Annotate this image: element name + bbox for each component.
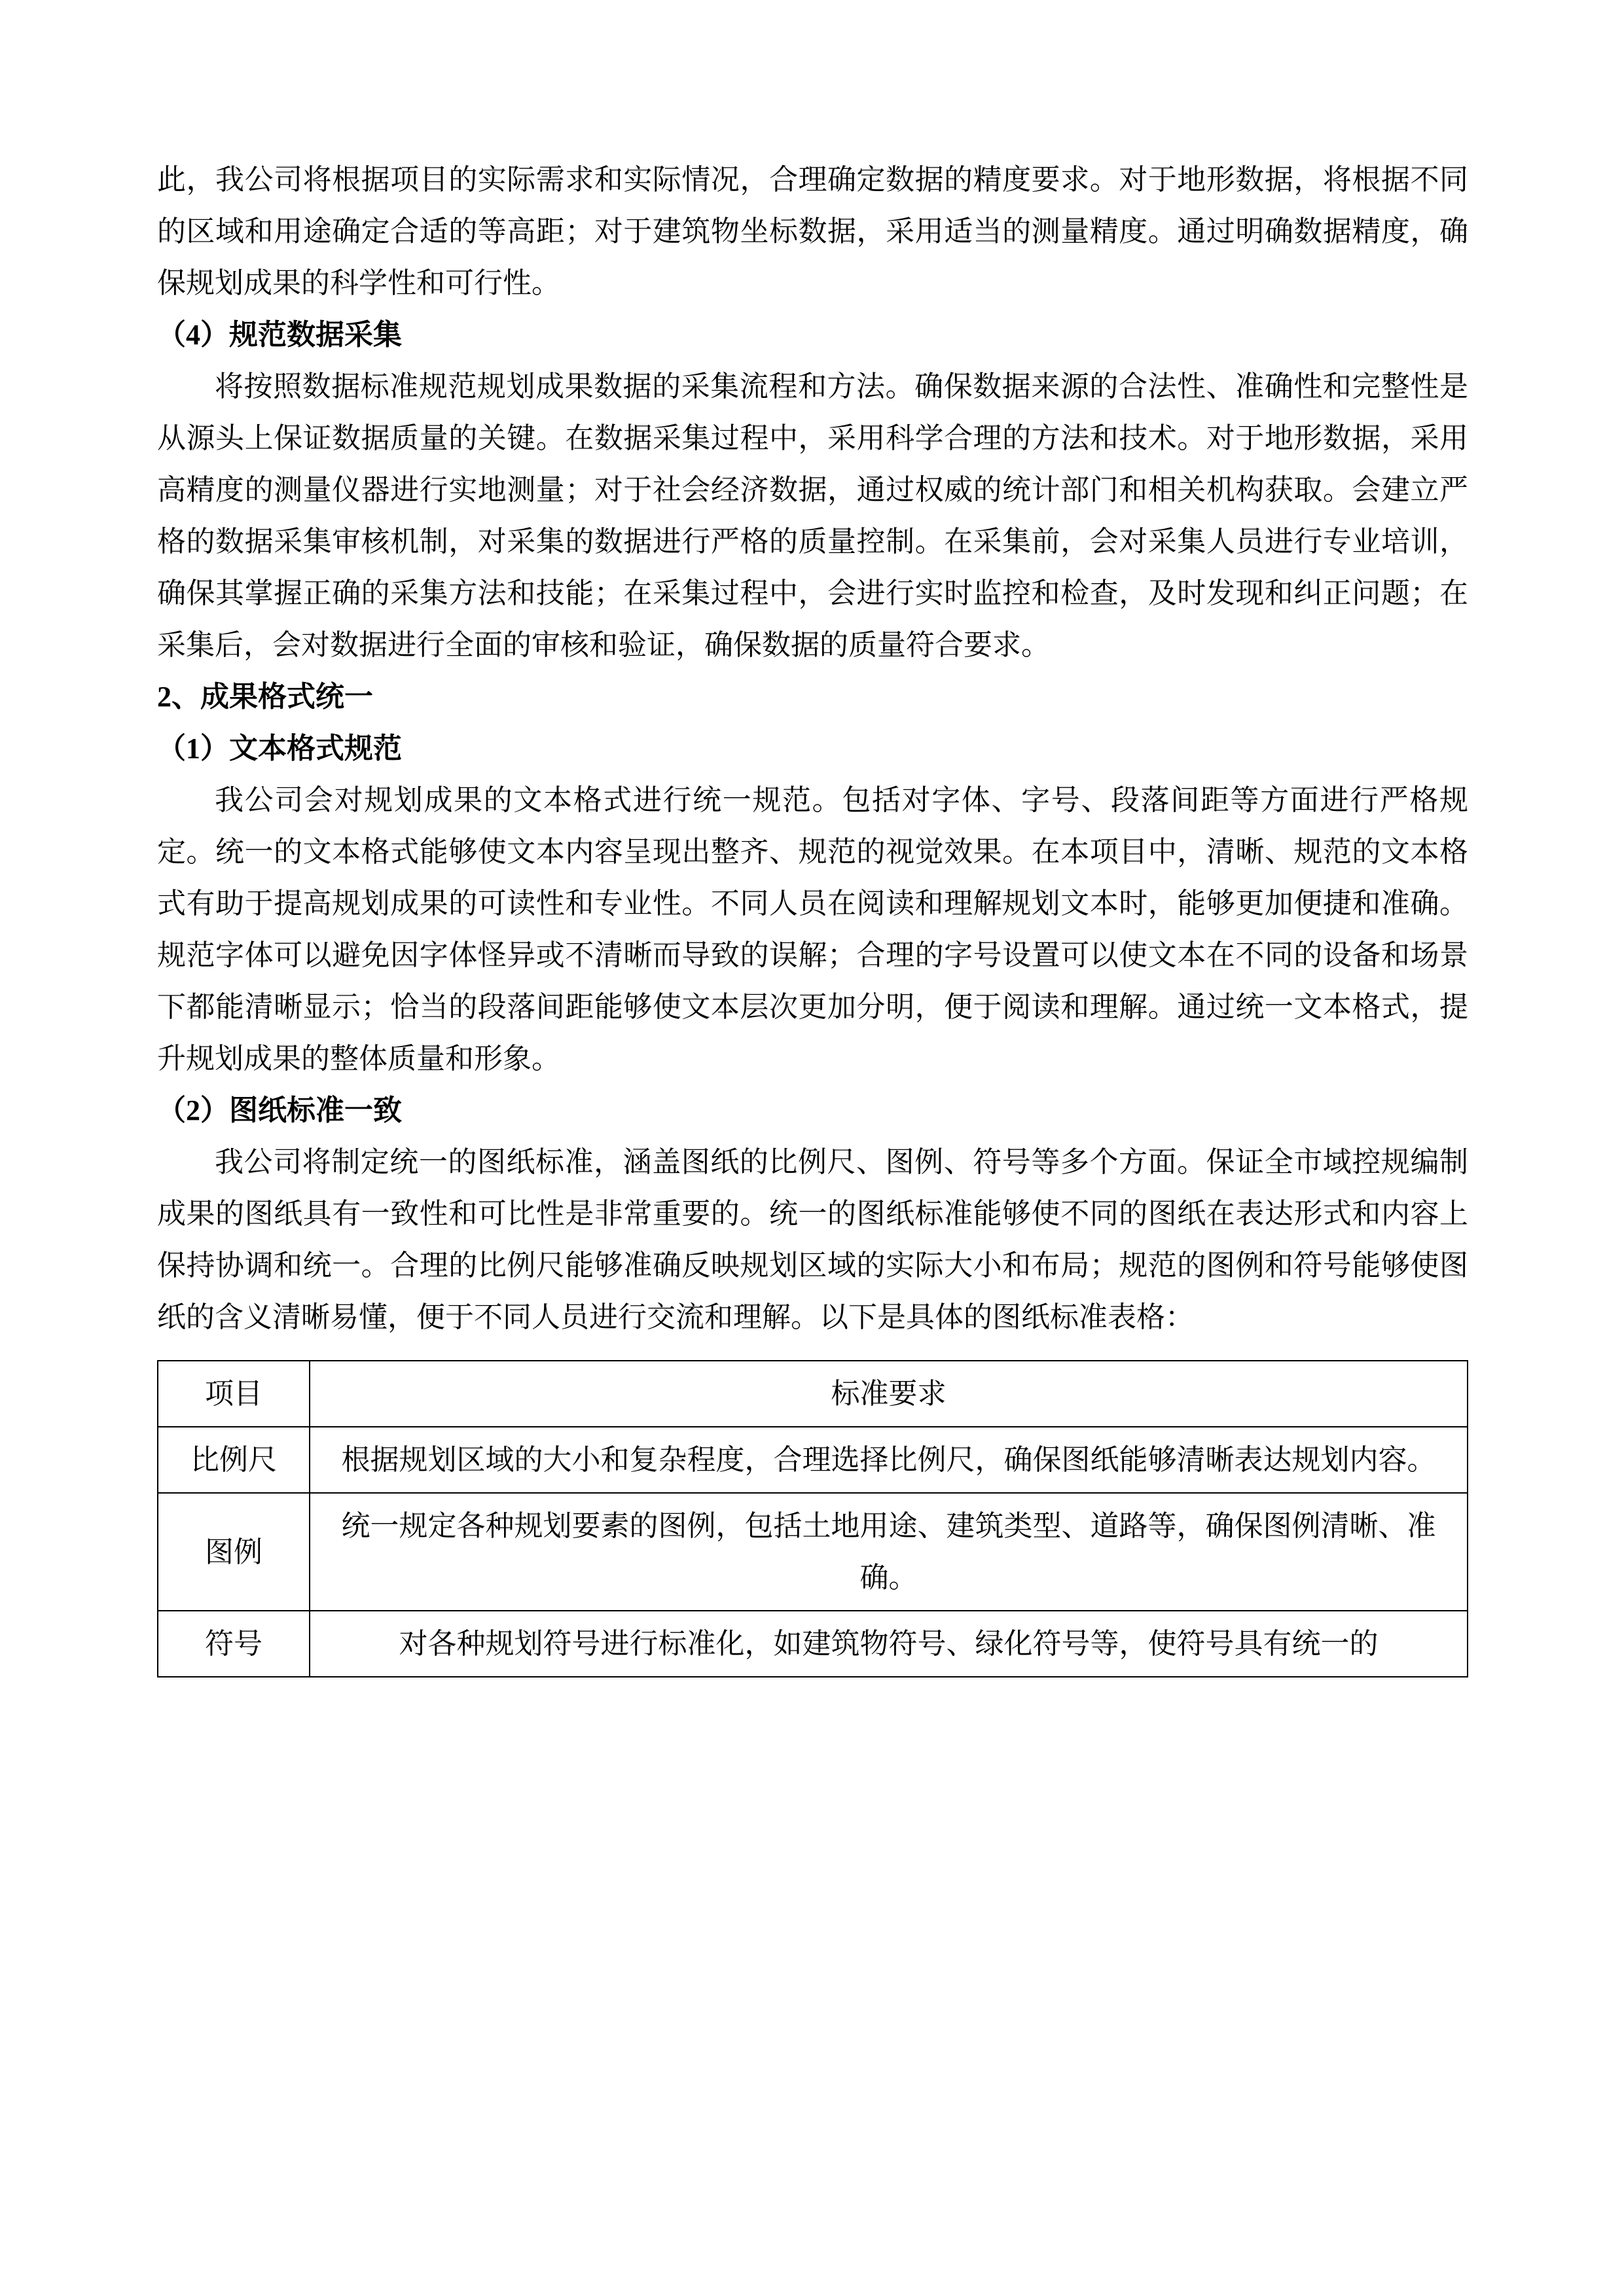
paragraph-data-precision-continuation: 此，我公司将根据项目的实际需求和实际情况，合理确定数据的精度要求。对于地形数据，将根据不同的区域和用途确定合适的等高距；对于建筑物坐标数据，采用适当的测量精度。通过明确数据精度，确保规划成果的科学性和可行性。 (157, 164, 1468, 299)
table-cell-item-scale: 比例尺 (158, 1427, 310, 1493)
table-cell-requirement-symbol: 对各种规划符号进行标准化，如建筑物符号、绿化符号等，使符号具有统一的 (310, 1611, 1468, 1677)
table-cell-requirement-scale: 根据规划区域的大小和复杂程度，合理选择比例尺，确保图纸能够清晰表达规划内容。 (310, 1427, 1468, 1493)
heading-text-format-standard: （1）文本格式规范 (157, 732, 402, 764)
table-cell-item-symbol: 符号 (158, 1611, 310, 1677)
table-row (158, 1427, 1468, 1493)
heading-result-format-unification: 2、成果格式统一 (157, 681, 373, 713)
table-header-row (158, 1361, 1468, 1427)
paragraph-drawing-standard: 我公司将制定统一的图纸标准，涵盖图纸的比例尺、图例、符号等多个方面。保证全市域控规编制成果的图纸具有一致性和可比性是非常重要的。统一的图纸标准能够使不同的图纸在表达形式和内容上保持协调和统一。合理的比例尺能够准确反映规划区域的实际大小和布局；规范的图例和符号能够使图纸的含义清晰易懂，便于不同人员进行交流和理解。以下是具体的图纸标准表格： (157, 1146, 1468, 1333)
drawing-standard-table (157, 1360, 1468, 1677)
table-row (158, 1611, 1468, 1677)
heading-standardize-data-collection: （4）规范数据采集 (157, 319, 402, 351)
paragraph-text-format: 我公司会对规划成果的文本格式进行统一规范。包括对字体、字号、段落间距等方面进行严格规定。统一的文本格式能够使文本内容呈现出整齐、规范的视觉效果。在本项目中，清晰、规范的文本格式有助于提高规划成果的可读性和专业性。不同人员在阅读和理解规划文本时，能够更加便捷和准确。规范字体可以避免因字体怪异或不清晰而导致的误解；合理的字号设置可以使文本在不同的设备和场景下都能清晰显示；恰当的段落间距能够使文本层次更加分明，便于阅读和理解。通过统一文本格式，提升规划成果的整体质量和形象。 (157, 784, 1468, 1075)
table-row (158, 1493, 1468, 1611)
table-cell-requirement-legend: 统一规定各种规划要素的图例，包括土地用途、建筑类型、道路等，确保图例清晰、准确。 (310, 1493, 1468, 1611)
table-cell-item-legend: 图例 (158, 1493, 310, 1611)
heading-drawing-standard-consistency: （2）图纸标准一致 (157, 1094, 402, 1126)
table-header-requirement: 标准要求 (310, 1361, 1468, 1427)
table-header-item: 项目 (158, 1361, 310, 1427)
paragraph-data-collection: 将按照数据标准规范规划成果数据的采集流程和方法。确保数据来源的合法性、准确性和完整性是从源头上保证数据质量的关键。在数据采集过程中，采用科学合理的方法和技术。对于地形数据，采用高精度的测量仪器进行实地测量；对于社会经济数据，通过权威的统计部门和相关机构获取。会建立严格的数据采集审核机制，对采集的数据进行严格的质量控制。在采集前，会对采集人员进行专业培训，确保其掌握正确的采集方法和技能；在采集过程中，会进行实时监控和检查，及时发现和纠正问题；在采集后，会对数据进行全面的审核和验证，确保数据的质量符合要求。 (157, 370, 1468, 661)
